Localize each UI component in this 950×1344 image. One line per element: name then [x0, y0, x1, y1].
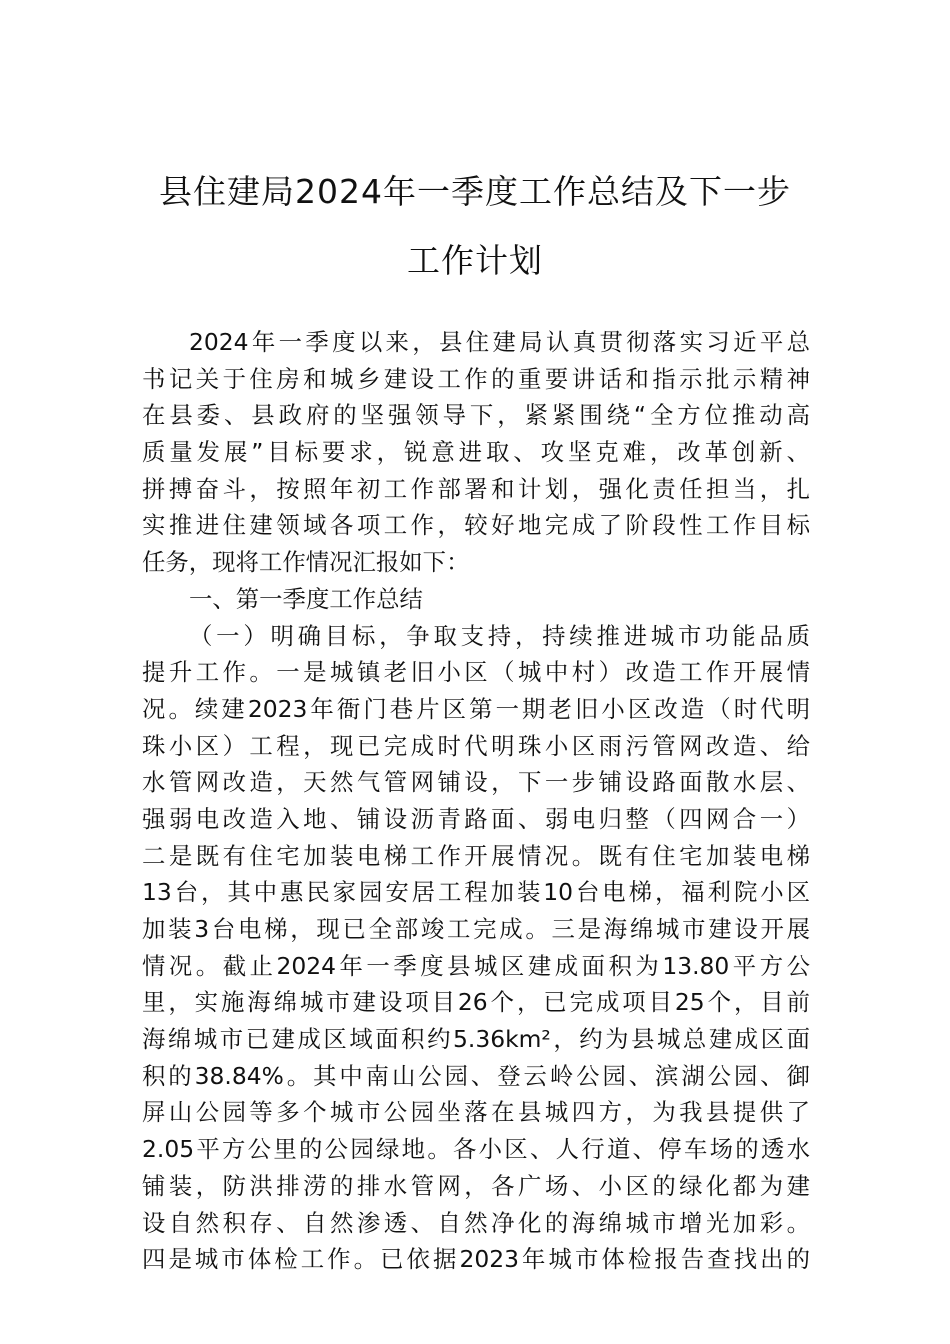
paragraph-line: 屏山公园等多个城市公园坐落在县城四方，为我县提供了	[142, 1098, 810, 1127]
paragraph-line: 铺装，防洪排涝的排水管网，各广场、小区的绿化都为建	[142, 1171, 810, 1200]
paragraph-line: 实推进住建领域各项工作，较好地完成了阶段性工作目标	[142, 511, 810, 540]
paragraph-line: 海绵城市已建成区域面积约5.36km²，约为县城总建成区面	[142, 1025, 810, 1054]
paragraph-line: 强弱电改造入地、铺设沥青路面、弱电归整（四网合一）	[142, 804, 810, 833]
paragraph-line: 任务，现将工作情况汇报如下：	[142, 548, 470, 577]
paragraph-line: 书记关于住房和城乡建设工作的重要讲话和指示批示精神	[142, 364, 810, 393]
paragraph-line: 设自然积存、自然渗透、自然净化的海绵城市增光加彩。	[142, 1208, 810, 1237]
paragraph-line: 加装3台电梯，现已全部竣工完成。三是海绵城市建设开展	[142, 915, 810, 943]
document-title-line-1: 县住建局2024年一季度工作总结及下一步	[159, 172, 791, 211]
paragraph-line: 2024年一季度以来，县住建局认真贯彻落实习近平总	[189, 328, 810, 356]
document-body	[142, 324, 810, 1278]
paragraph-line: 珠小区）工程，现已完成时代明珠小区雨污管网改造、给	[142, 731, 810, 760]
paragraph-line: 提升工作。一是城镇老旧小区（城中村）改造工作开展情	[142, 658, 810, 687]
paragraph-line: 在县委、县政府的坚强领导下，紧紧围绕“全方位推动高	[142, 401, 810, 430]
paragraph-line: 水管网改造，天然气管网铺设，下一步铺设路面散水层、	[142, 768, 810, 797]
paragraph-line: 二是既有住宅加装电梯工作开展情况。既有住宅加装电梯	[142, 841, 810, 870]
paragraph-line: 情况。截止2024年一季度县城区建成面积为13.80平方公	[142, 951, 810, 980]
paragraph-line: 四是城市体检工作。已依据2023年城市体检报告查找出的	[142, 1245, 810, 1274]
paragraph-line: 2.05平方公里的公园绿地。各小区、人行道、停车场的透水	[142, 1135, 810, 1164]
paragraph-line: （一）明确目标，争取支持，持续推进城市功能品质	[189, 621, 810, 650]
paragraph-line: 里，实施海绵城市建设项目26个，已完成项目25个，目前	[142, 988, 810, 1017]
paragraph-line: 况。续建2023年衙门巷片区第一期老旧小区改造（时代明	[142, 694, 810, 723]
paragraph-line: 拼搏奋斗，按照年初工作部署和计划，强化责任担当，扎	[142, 474, 810, 503]
paragraph-line: 积的38.84%。其中南山公园、登云岭公园、滨湖公园、御	[142, 1061, 810, 1090]
document-title-line-2: 工作计划	[407, 241, 543, 280]
paragraph-line: 质量发展”目标要求，锐意进取、攻坚克难，改革创新、	[142, 438, 810, 467]
section-heading: 一、第一季度工作总结	[189, 584, 423, 613]
paragraph-line: 13台，其中惠民家园安居工程加装10台电梯，福利院小区	[142, 878, 810, 907]
